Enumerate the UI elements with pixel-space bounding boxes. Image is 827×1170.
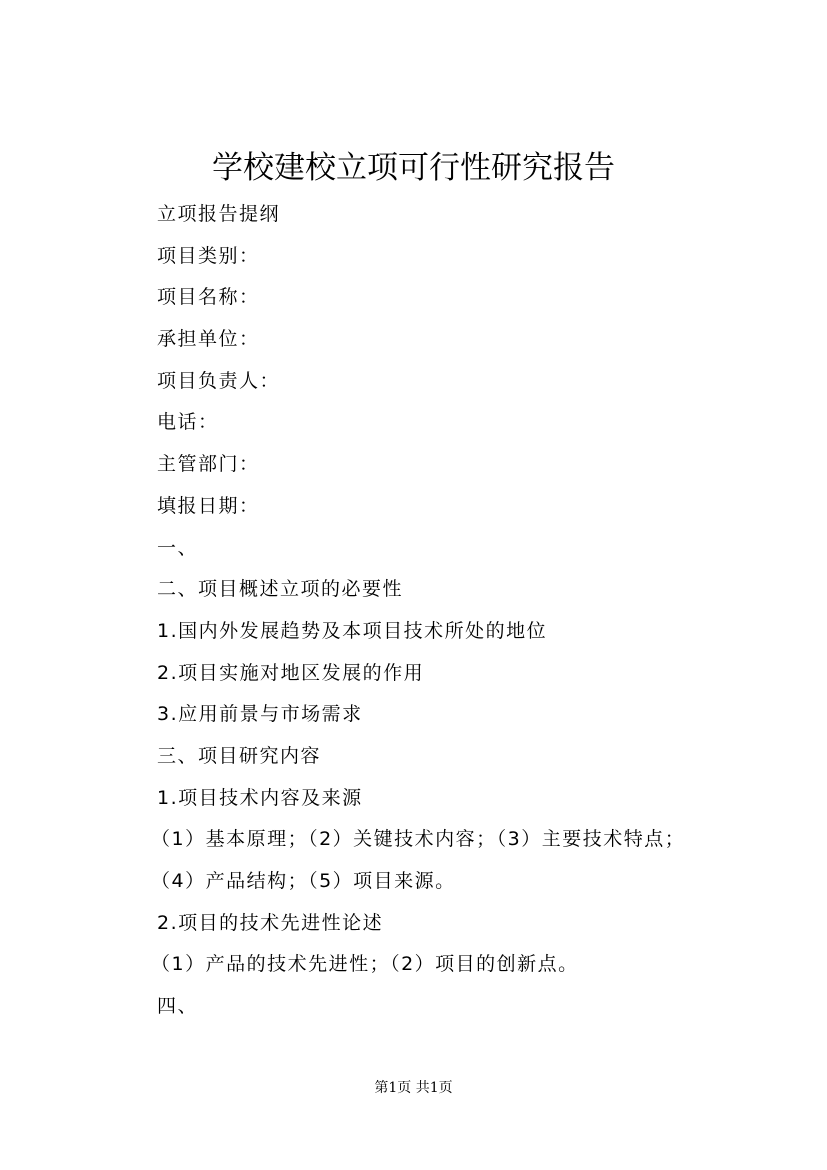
body-line-project-name: 项目名称： [157, 286, 260, 309]
body-line-section-two: 二、项目概述立项的必要性 [157, 578, 404, 601]
body-line-item: 2.项目的技术先进性论述 [157, 911, 384, 934]
body-line-supervising-department: 主管部门： [157, 453, 260, 476]
body-line-section-four: 四、 [157, 995, 199, 1018]
body-line-project-category: 项目类别： [157, 244, 260, 267]
body-line-item: 1.项目技术内容及来源 [157, 786, 363, 809]
body-line-phone: 电话： [157, 411, 219, 434]
document-title: 学校建校立项可行性研究报告 [212, 150, 615, 186]
body-line-fill-date: 填报日期： [157, 494, 260, 517]
body-line-section-one: 一、 [157, 536, 199, 559]
page-number-footer: 第1页 共1页 [374, 1080, 453, 1096]
body-line-item: 1.国内外发展趋势及本项目技术所处的地位 [157, 619, 548, 642]
body-line-subitems: （1）基本原理；（2）关键技术内容；（3）主要技术特点； [151, 828, 686, 851]
body-line-subitems: （4）产品结构；（5）项目来源。 [151, 870, 456, 892]
body-line-project-leader: 项目负责人： [157, 369, 281, 392]
body-line-item: 3.应用前景与市场需求 [157, 703, 363, 726]
body-line-item: 2.项目实施对地区发展的作用 [157, 661, 425, 684]
body-line-outline-heading: 立项报告提纲 [157, 203, 281, 225]
body-line-section-three: 三、项目研究内容 [157, 744, 322, 767]
document-body [151, 194, 757, 1028]
body-line-subitems: （1）产品的技术先进性；（2）项目的创新点。 [151, 953, 579, 976]
body-line-undertaking-unit: 承担单位： [157, 328, 260, 351]
